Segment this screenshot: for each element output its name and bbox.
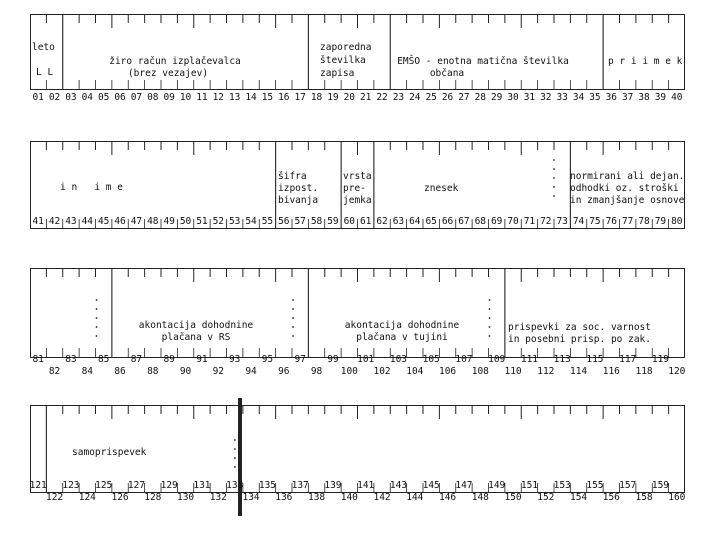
decimal-dot	[292, 308, 294, 310]
column-number: 70	[507, 216, 519, 227]
decimal-dot	[234, 439, 236, 441]
column-number: 108	[471, 366, 489, 377]
decimal-dot	[489, 335, 491, 337]
label-vrsta: vrsta	[343, 171, 372, 182]
column-number: 27	[458, 92, 470, 103]
column-number: 88	[147, 366, 159, 377]
column-number: 79	[654, 216, 667, 227]
column-number: 139	[324, 480, 342, 491]
column-number: 54	[245, 216, 257, 227]
label-ime: i n i m e	[60, 182, 123, 193]
column-number: 103	[389, 354, 408, 365]
column-number: 06	[114, 92, 126, 103]
column-number: 63	[392, 216, 405, 227]
column-number: 75	[589, 216, 601, 227]
decimal-dot	[489, 317, 491, 319]
column-number: 106	[438, 366, 457, 377]
column-number: 28	[474, 92, 487, 103]
column-number: 86	[114, 366, 126, 377]
label-leto-ll: L L	[36, 67, 54, 78]
column-number: 138	[307, 492, 326, 503]
decimal-dot	[489, 299, 491, 301]
column-number: 46	[114, 216, 126, 227]
column-number: 56	[278, 216, 290, 227]
label-placana-rs: plačana v RS	[161, 332, 231, 343]
column-number: 74	[572, 216, 585, 227]
column-number: 43	[65, 216, 77, 227]
column-number: 48	[147, 216, 159, 227]
label-stevilka: številka	[320, 55, 366, 66]
label-akontacija-rs: akontacija dohodnine	[138, 320, 254, 331]
decimal-dot	[96, 335, 98, 337]
column-number: 114	[569, 366, 588, 377]
column-number: 127	[127, 480, 146, 491]
column-number: 89	[163, 354, 175, 365]
column-number: 155	[586, 480, 604, 491]
column-number: 145	[422, 480, 440, 491]
column-number: 40	[671, 92, 683, 103]
decimal-dot	[96, 317, 98, 319]
column-number: 47	[130, 216, 143, 227]
label-leto: leto	[32, 42, 55, 53]
column-number: 25	[425, 92, 437, 103]
label-brez-vezajev: (brez vezajev)	[127, 68, 209, 79]
label-sifra: šifra	[278, 171, 307, 182]
column-number: 122	[45, 492, 64, 503]
column-number: 32	[540, 92, 552, 103]
column-number: 16	[278, 92, 290, 103]
column-number: 30	[507, 92, 519, 103]
column-number: 41	[32, 216, 44, 227]
column-number: 45	[97, 216, 110, 227]
column-number: 78	[638, 216, 650, 227]
column-number: 37	[621, 92, 634, 103]
column-number: 09	[163, 92, 175, 103]
column-number: 151	[520, 480, 539, 491]
column-number: 115	[586, 354, 604, 365]
column-number: 31	[523, 92, 536, 103]
decimal-dot	[292, 299, 294, 301]
column-number: 96	[278, 366, 290, 377]
column-number: 36	[605, 92, 618, 103]
column-number: 97	[294, 354, 306, 365]
label-zmanjsanje: in zmanjšanje osnove	[570, 195, 685, 206]
column-number: 53	[228, 216, 241, 227]
column-number: 64	[409, 216, 421, 227]
column-number: 66	[441, 216, 454, 227]
column-number: 80	[671, 216, 683, 227]
column-number: 110	[504, 366, 522, 377]
column-number: 100	[340, 366, 358, 377]
column-number: 68	[474, 216, 487, 227]
label-samoprispevek: samoprispevek	[72, 447, 147, 458]
decimal-dot	[489, 326, 491, 328]
column-number: 03	[65, 92, 77, 103]
column-number: 52	[212, 216, 225, 227]
column-number: 146	[438, 492, 457, 503]
column-number: 24	[409, 92, 421, 103]
label-izpost: izpost.	[278, 183, 319, 194]
column-number: 76	[605, 216, 618, 227]
column-number: 128	[144, 492, 162, 503]
column-number: 102	[373, 366, 391, 377]
column-number: 130	[176, 492, 195, 503]
column-number: 133	[226, 480, 244, 491]
column-number: 51	[196, 216, 208, 227]
column-number: 05	[97, 92, 110, 103]
column-number: 18	[310, 92, 323, 103]
column-number: 20	[343, 92, 356, 103]
decimal-dot	[96, 308, 98, 310]
decimal-dot	[96, 326, 98, 328]
column-number: 136	[275, 492, 293, 503]
column-number: 23	[392, 92, 405, 103]
column-number: 149	[488, 480, 506, 491]
column-number: 34	[572, 92, 585, 103]
column-number: 95	[261, 354, 274, 365]
column-number: 38	[638, 92, 650, 103]
column-number: 123	[62, 480, 80, 491]
column-number: 35	[589, 92, 601, 103]
column-number: 21	[359, 92, 372, 103]
column-number: 91	[196, 354, 208, 365]
label-bivanja: bivanja	[278, 195, 319, 206]
decimal-dot	[489, 308, 491, 310]
column-number: 116	[602, 366, 620, 377]
column-number: 134	[242, 492, 260, 503]
column-number: 120	[668, 366, 686, 377]
column-number: 69	[490, 216, 503, 227]
column-number: 58	[310, 216, 323, 227]
column-number: 93	[228, 354, 241, 365]
column-number: 17	[294, 92, 306, 103]
column-number: 85	[97, 354, 110, 365]
label-placana-tujini: plačana v tujini	[356, 332, 448, 343]
label-pre: pre-	[343, 183, 366, 194]
column-number: 104	[406, 366, 424, 377]
column-number: 135	[258, 480, 277, 491]
decimal-dot	[292, 335, 294, 337]
column-number: 60	[343, 216, 356, 227]
decimal-dot	[292, 317, 294, 319]
column-number: 105	[422, 354, 440, 365]
column-number: 15	[261, 92, 274, 103]
column-number: 119	[651, 354, 670, 365]
column-number: 61	[359, 216, 372, 227]
column-number: 02	[48, 92, 61, 103]
decimal-dot	[234, 448, 236, 450]
column-number: 62	[376, 216, 388, 227]
column-number: 131	[193, 480, 211, 491]
column-number: 50	[179, 216, 192, 227]
column-number: 19	[327, 92, 339, 103]
column-number: 150	[504, 492, 522, 503]
label-normirani: normirani ali dejan.	[570, 171, 685, 182]
column-number: 08	[147, 92, 159, 103]
label-obcana: občana	[429, 68, 465, 79]
column-number: 87	[130, 354, 143, 365]
decimal-dot	[292, 326, 294, 328]
column-number: 124	[78, 492, 96, 503]
column-number: 158	[635, 492, 653, 503]
decimal-dot	[553, 168, 555, 170]
column-number: 82	[48, 366, 61, 377]
column-number: 147	[455, 480, 473, 491]
column-number: 126	[111, 492, 129, 503]
column-number: 83	[65, 354, 77, 365]
column-number: 04	[81, 92, 94, 103]
column-number: 117	[619, 354, 637, 365]
column-number: 160	[668, 492, 686, 503]
column-number: 154	[569, 492, 588, 503]
column-number: 57	[294, 216, 306, 227]
decimal-dot	[553, 195, 555, 197]
label-akontacija-tujina: akontacija dohodnine	[344, 320, 460, 331]
label-zaporedna: zaporedna	[320, 42, 372, 53]
column-number: 07	[130, 92, 143, 103]
column-number: 152	[537, 492, 555, 503]
decimal-dot	[234, 457, 236, 459]
decimal-dot	[553, 177, 555, 179]
column-number: 10	[179, 92, 192, 103]
column-number: 159	[651, 480, 670, 491]
column-number: 109	[488, 354, 506, 365]
label-zapisa: zapisa	[320, 68, 355, 79]
column-number: 12	[212, 92, 225, 103]
column-number: 71	[523, 216, 536, 227]
column-number: 67	[458, 216, 470, 227]
column-number: 153	[553, 480, 571, 491]
label-posebni-prisp: in posebni prisp. po zak.	[508, 334, 651, 345]
label-jemka: jemka	[343, 195, 372, 206]
column-number: 55	[261, 216, 274, 227]
label-ziro-racun: žiro račun izplačevalca	[109, 56, 241, 67]
column-number: 144	[406, 492, 424, 503]
column-number: 84	[81, 366, 94, 377]
column-number: 101	[357, 354, 375, 365]
column-number: 44	[81, 216, 94, 227]
column-number: 113	[553, 354, 571, 365]
column-number: 92	[212, 366, 225, 377]
column-number: 42	[48, 216, 61, 227]
column-number: 26	[441, 92, 454, 103]
column-number: 111	[520, 354, 539, 365]
label-priimek: p r i i m e k	[608, 56, 683, 67]
column-number: 142	[373, 492, 391, 503]
column-number: 59	[327, 216, 339, 227]
column-number: 90	[179, 366, 192, 377]
column-number: 49	[163, 216, 175, 227]
column-number: 73	[556, 216, 568, 227]
column-number: 121	[29, 480, 47, 491]
column-number: 156	[602, 492, 620, 503]
column-number: 141	[357, 480, 375, 491]
column-number: 65	[425, 216, 437, 227]
column-number: 148	[471, 492, 489, 503]
column-number: 107	[455, 354, 473, 365]
label-odhodki: odhodki oz. stroški	[570, 183, 679, 194]
column-number: 125	[95, 480, 113, 491]
column-number: 33	[556, 92, 568, 103]
column-number: 72	[540, 216, 552, 227]
column-number: 98	[310, 366, 323, 377]
label-prispevki: prispevki za soc. varnost	[508, 322, 651, 333]
column-number: 22	[376, 92, 388, 103]
column-number: 99	[327, 354, 339, 365]
column-number: 13	[228, 92, 241, 103]
decimal-dot	[553, 159, 555, 161]
column-number: 118	[635, 366, 653, 377]
column-number: 29	[490, 92, 503, 103]
column-number: 01	[32, 92, 44, 103]
column-number: 157	[619, 480, 637, 491]
column-number: 143	[389, 480, 408, 491]
decimal-dot	[553, 186, 555, 188]
column-number: 112	[537, 366, 555, 377]
column-number: 81	[32, 354, 44, 365]
column-number: 77	[621, 216, 634, 227]
label-znesek: znesek	[424, 183, 459, 194]
column-number: 14	[245, 92, 257, 103]
column-number: 137	[291, 480, 309, 491]
column-number: 140	[340, 492, 358, 503]
column-number: 132	[209, 492, 227, 503]
label-emso: EMŠO - enotna matična številka	[397, 56, 569, 67]
column-number: 39	[654, 92, 667, 103]
column-number: 11	[196, 92, 208, 103]
column-number: 129	[160, 480, 178, 491]
decimal-dot	[234, 466, 236, 468]
column-number: 94	[245, 366, 257, 377]
decimal-dot	[96, 299, 98, 301]
